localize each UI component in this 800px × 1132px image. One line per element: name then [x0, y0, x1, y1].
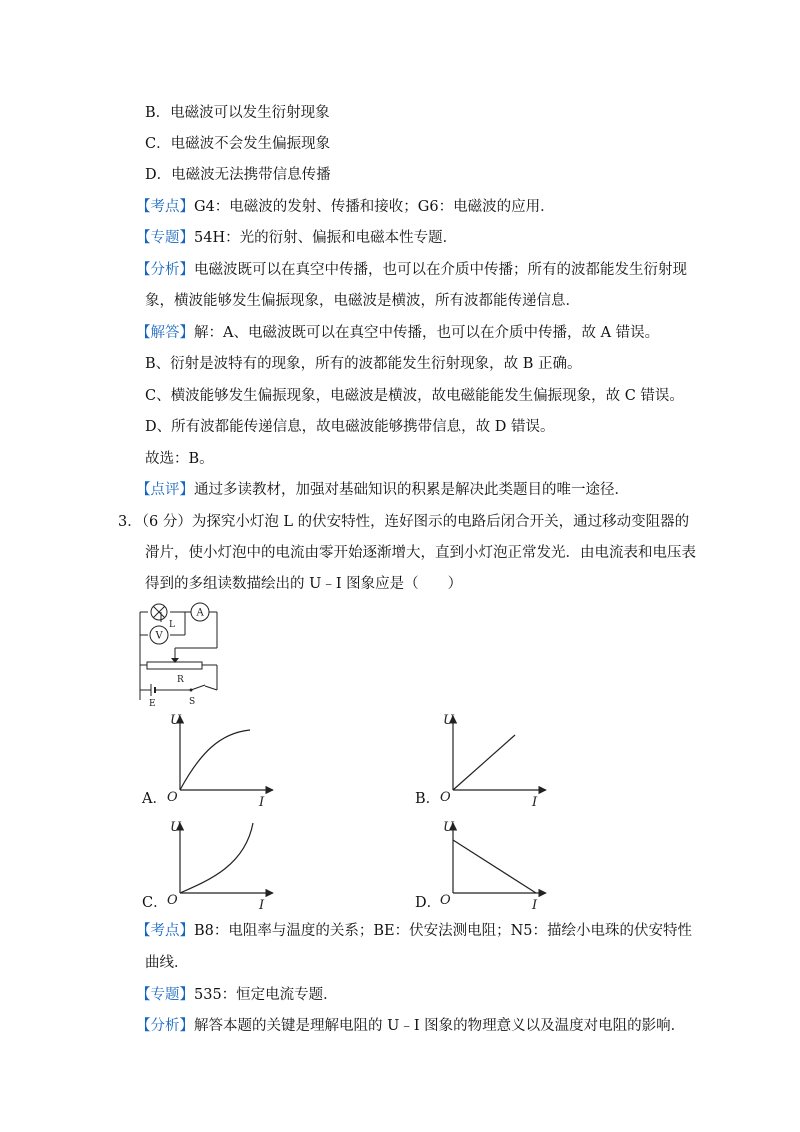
ammeter-label: A: [196, 607, 204, 619]
option-b-text: B．电磁波可以发生衍射现象: [145, 105, 330, 121]
question-3-text-1: （6 分）为探究小灯泡 L 的伏安特性，连好图示的电路后闭合开关，通过移动变阻器的: [141, 514, 690, 530]
switch-icon: [190, 685, 206, 692]
switch-label: S: [189, 697, 196, 707]
lamp-icon: [151, 604, 167, 620]
jieda-line-5: 故选：B。: [145, 451, 214, 467]
jieda-line-3: C、横波能够发生偏振现象，电磁波是横波，故电磁能能发生偏振现象，故 C 错误。: [145, 388, 684, 404]
fenxi-tag: 【分析】: [136, 262, 194, 278]
dianping-tag: 【点评】: [136, 482, 194, 498]
graph-b-origin: O: [440, 790, 451, 805]
lamp-label: L: [169, 620, 175, 630]
graph-a: [165, 708, 275, 808]
jieda-tag: 【解答】: [136, 325, 194, 341]
q3-zhuanti-text: 535：恒定电流专题．: [194, 987, 338, 1003]
fenxi-text-1: 电磁波既可以在真空中传播，也可以在介质中传播；所有的波都能发生衍射现: [194, 262, 687, 278]
graph-a-x-label: I: [259, 795, 265, 808]
graph-d-y-label: U: [443, 820, 454, 835]
jieda-line-2: B、衍射是波特有的现象，所有的波都能发生衍射现象，故 B 正确。: [145, 356, 582, 372]
graph-b: [438, 708, 548, 808]
dianping-text: 通过多读教材，加强对基础知识的积累是解决此类题目的唯一途径．: [194, 482, 629, 498]
graph-c-label: C．: [142, 895, 168, 911]
graph-a-label: A．: [142, 791, 167, 807]
graph-d: [438, 815, 548, 915]
fenxi-line-2: 象，横波能够发生偏振现象，电磁波是横波，所有波都能传递信息．: [145, 293, 580, 309]
q3-zhuanti-line: [136, 985, 338, 1005]
question-3-line-1: [118, 512, 689, 532]
graph-d-label: D．: [415, 895, 442, 911]
zhuanti-tag: 【专题】: [136, 230, 194, 246]
graph-d-x-label: I: [532, 898, 538, 913]
graph-c-y-label: U: [170, 820, 181, 835]
graph-d-origin: O: [440, 893, 451, 908]
rheostat-label: R: [177, 675, 184, 685]
jieda-line-4: D、所有波都能传递信息，故电磁波能够携带信息，故 D 错误。: [145, 419, 555, 435]
dianping-line: [136, 480, 629, 500]
voltmeter-label: V: [155, 630, 163, 642]
kaodian-text: G4：电磁波的发射、传播和接收；G6：电磁波的应用．: [194, 199, 555, 215]
question-3-line-2: 滑片，使小灯泡中的电流由零开始逐渐增大，直到小灯泡正常发光．由电流表和电压表: [145, 545, 696, 561]
graph-b-label: B．: [415, 791, 441, 807]
zhuanti-line: [136, 228, 457, 248]
circuit-diagram: [135, 600, 225, 710]
kaodian-line: [136, 197, 555, 217]
kaodian-tag: 【考点】: [136, 199, 194, 215]
battery-label: E: [149, 699, 156, 709]
q3-fenxi-line: [136, 1016, 685, 1036]
battery-icon: [151, 684, 161, 696]
q3-kaodian-tag: 【考点】: [136, 923, 194, 939]
graph-c-origin: O: [167, 893, 178, 908]
option-c-text: C．电磁波不会发生偏振现象: [145, 136, 331, 152]
jieda-text-1: 解：A、电磁波既可以在真空中传播，也可以在介质中传播，故 A 错误。: [194, 325, 660, 341]
q3-kaodian-line-2: 曲线．: [145, 955, 189, 971]
option-d-text: D．电磁波无法携带信息传播: [145, 167, 331, 183]
question-3-number: 3．: [118, 514, 142, 530]
q3-zhuanti-tag: 【专题】: [136, 987, 194, 1003]
jieda-line-1: [136, 323, 659, 343]
q3-kaodian-line-1: [136, 921, 692, 941]
fenxi-line-1: [136, 260, 687, 280]
graph-a-y-label: U: [170, 713, 181, 728]
q3-kaodian-text-1: B8：电阻率与温度的关系；BE：伏安法测电阻；N5：描绘小电珠的伏安特性: [194, 923, 693, 939]
graph-b-y-label: U: [443, 713, 454, 728]
q3-fenxi-tag: 【分析】: [136, 1018, 194, 1034]
graph-a-origin: O: [167, 790, 178, 805]
graph-b-x-label: I: [532, 795, 538, 808]
zhuanti-text: 54H：光的衍射、偏振和电磁本性专题．: [194, 230, 458, 246]
question-3-line-3: 得到的多组读数描绘出的 U﹣I 图象应是（ ）: [145, 576, 463, 592]
graph-c: [165, 815, 275, 915]
graph-c-x-label: I: [259, 898, 265, 913]
q3-fenxi-text: 解答本题的关键是理解电阻的 U﹣I 图象的物理意义以及温度对电阻的影响．: [194, 1018, 686, 1034]
